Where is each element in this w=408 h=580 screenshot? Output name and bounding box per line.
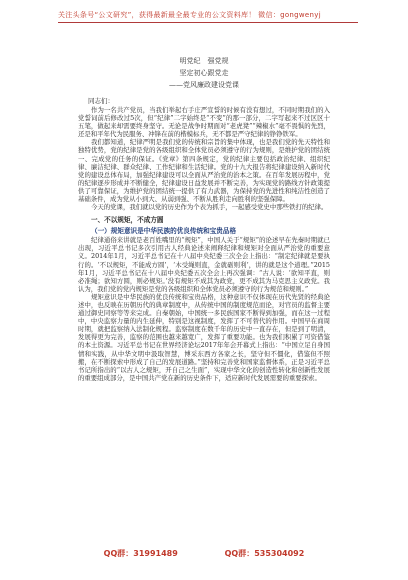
header-banner [58,8,358,23]
section-heading: 一、不以规矩，不成方圆 [91,216,164,225]
header-banner-text: 关注头条号“公文研究”，获得最新最全最专业的公文资料库！ 微信：gongwenyj [58,11,321,19]
document-subtitle: 坚定初心跟党走 [179,69,229,77]
footer-qq-group-1: QQ群：31991489 [103,549,178,558]
section-paragraph: 规矩意识是中华民族的优良传统和宝贵品格，这种意识不仅体现在历代先贤的经典论述中，也反映在历朝历代的典章制度中，从传统中国的制度规范而论，对官员的监督主要通过御史同察等等来完成。自秦朝始，中国统一多民族国家不断得到加强，而在这一过程中，中央监察力量的内生延伸，特别是这视制度，发挥了不可替代的作用。中国早在商周时期，就把监察纳入法制化规程。监察制度在数千年的历史中一直存在，但是到了明清，发展得更为完善，监察的范围也越来越宽广，发挥了重要功能。也为我们积累了可资借鉴的本土资源。习近平总书记在世界经济论坛2017年年会开幕式上指出：“中国立足自身国情和实践，从中华文明中汲取智慧，博采东西方各家之长，坚守但不僵化，借鉴但不照搬，在不断探索中形成了自己的发展道路。”坚持和完善党和国家监督体系，正是习近平总书记所指出的“以古人之规矩，开自己之生面”，实现中华文化的创造性转化和创新性发展的重要组成部分，是中国共产党在新的历史条件下，适应新时代发展需要的重要探索。 [78,292,330,382]
section-subheading: （一）规矩意识是中华民族的优良传统和宝贵品格 [91,227,237,236]
document-theme: ——党风廉政建设党课 [169,81,239,89]
footer-contacts [0,548,408,559]
intro-paragraph: 今天的党课，我们就以党的历史作为个表为抓手，一起感受党史中那些铁打的纪律。 [91,203,328,212]
intro-paragraph: 我们都知道，纪律严明是我们党的传统和宗旨的集中体现，也是我们党的先天特性和独特优势，党的纪律是党的各级组织和全体党员必须遵守的行为规则，是维护党的团结统一、完成党的任务的保证。《党章》第四条规定，党的纪律主要包括政治纪律、组织纪律、廉洁纪律、群众纪律、工作纪律和生活纪律。党的十九大报告将纪律建设纳入新时代党的建设总体布局，加强纪律建设可以全面从严治党的治本之策。在百年发展历程中，党的纪律逐步形成并不断健全，纪律建设日益发展并不断完善，为实现党的路线方针政策提供了可靠保证，为维护党的团结统一提供了有力武器，为保持党的先进性和纯洁性创造了基础条件，成为党从小到大、从弱到强、不断从胜利走向胜利的坚强保障。 [78,138,330,204]
document-body [78,106,330,382]
salutation: 同志们： [88,97,114,105]
document-title: 明党纪 强党规 [179,57,229,65]
footer-qq-group-2: QQ群：535304092 [224,549,305,558]
intro-paragraph: 作为一名共产党员，当我们举起右手庄严宣誓的时候有没有想过，不同时期我们的入党誓词前后修改过5次，但“纪律”二字始终是“不变”的那一部分，二字写起来不过区区十五笔，做起来却需要终身坚守。无论是战争时期面对“老虎凳”“辣椒水”毫不畏惧的先烈，还是和平年代为民服务、冲锋在前的楷模标兵，无不都是严守纪律的铮铮铁军。 [78,106,330,139]
section-paragraph: 纪律通俗来讲就是老百姓嘴里的“规矩”，中国人关于“规矩”的论述早在先秦时期就已出现，习近平总书记多次引用古人经典论述来阐释纪律和规矩对全面从严治党的重要意义。2014年1月，习近平总书记在十八届中央纪委三次全会上指出：“制定纪律就是要执行的。‘不以规矩，不能成方圆’，‘木受绳则直，金就砺则利’，讲的就是这个道理。”2015年1月，习近平总书记在十八届中央纪委五次全会上再次强调：“古人说：‘欲知平直，则必准绳；欲知方圆，则必规矩。’没有规矩不成其为政党，更不成其为马克思主义政党。我认为，我们党的党内规矩是党的各级组织和全体党员必须遵守的行为规范和规则。” [78,236,330,293]
